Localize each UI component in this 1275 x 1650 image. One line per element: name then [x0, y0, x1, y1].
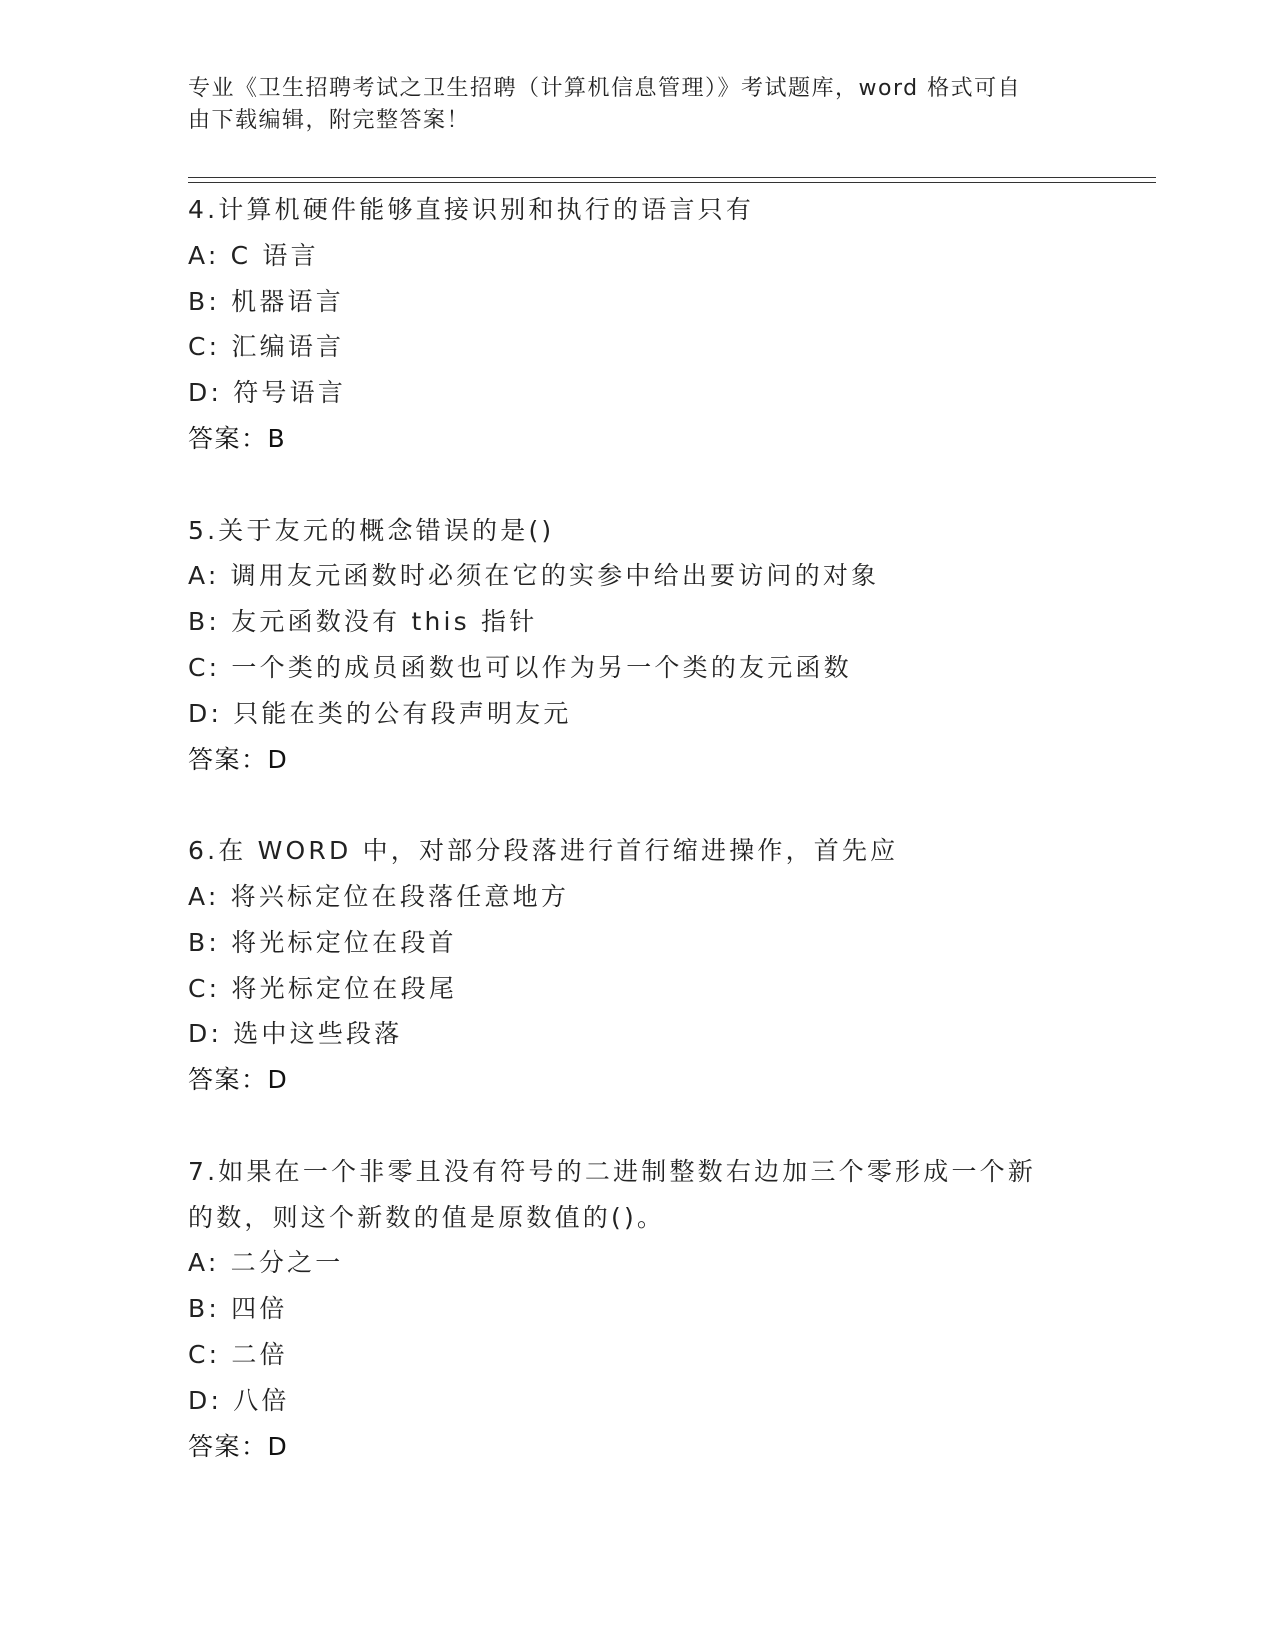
option-b: B: 友元函数没有 this 指针	[188, 607, 538, 637]
option-b: B: 将光标定位在段首	[188, 927, 457, 957]
option-c: C: 二倍	[188, 1339, 288, 1369]
question-spacer	[188, 462, 1088, 508]
question-stem: 5.关于友元的概念错误的是()	[188, 515, 555, 545]
option-c: C: 将光标定位在段尾	[188, 973, 458, 1003]
question-spacer	[188, 782, 1088, 828]
option-a: A: 将兴标定位在段落任意地方	[188, 881, 570, 911]
question-stem: 7.如果在一个非零且没有符号的二进制整数右边加三个零形成一个新	[188, 1156, 1037, 1186]
option-c: C: 汇编语言	[188, 332, 345, 362]
question-stem-continued: 的数，则这个新数的值是原数值的()。	[188, 1202, 666, 1232]
option-a: A: C 语言	[188, 240, 319, 270]
option-d: D: 选中这些段落	[188, 1019, 403, 1049]
question-block	[188, 187, 1088, 462]
question-stem: 6.在 WORD 中，对部分段落进行首行缩进操作，首先应	[188, 836, 899, 866]
question-spacer	[188, 1103, 1088, 1149]
option-d: D: 只能在类的公有段声明友元	[188, 698, 572, 728]
option-a: A: 二分之一	[188, 1248, 344, 1278]
header-line-1: 专业《卫生招聘考试之卫生招聘（计算机信息管理）》考试题库，word 格式可自	[188, 76, 1022, 101]
question-stem: 4.计算机硬件能够直接识别和执行的语言只有	[188, 195, 755, 224]
option-b: B: 机器语言	[188, 286, 344, 316]
option-b: B: 四倍	[188, 1294, 288, 1324]
option-d: D: 符号语言	[188, 378, 347, 408]
question-block	[188, 508, 1088, 783]
option-c: C: 一个类的成员函数也可以作为另一个类的友元函数	[188, 652, 852, 682]
answer-line: 答案：D	[188, 1065, 289, 1095]
question-list	[188, 187, 1088, 1469]
answer-line: 答案：D	[188, 744, 289, 774]
header-line-2: 由下载编辑，附完整答案！	[188, 108, 471, 133]
document-header	[188, 73, 1088, 137]
answer-line: 答案：D	[188, 1431, 289, 1461]
header-divider-bottom	[188, 182, 1156, 183]
question-block	[188, 1149, 1088, 1470]
answer-line: 答案：B	[188, 423, 287, 453]
option-d: D: 八倍	[188, 1385, 290, 1415]
question-block	[188, 828, 1088, 1103]
header-divider-top	[188, 177, 1156, 178]
option-a: A: 调用友元函数时必须在它的实参中给出要访问的对象	[188, 561, 880, 591]
